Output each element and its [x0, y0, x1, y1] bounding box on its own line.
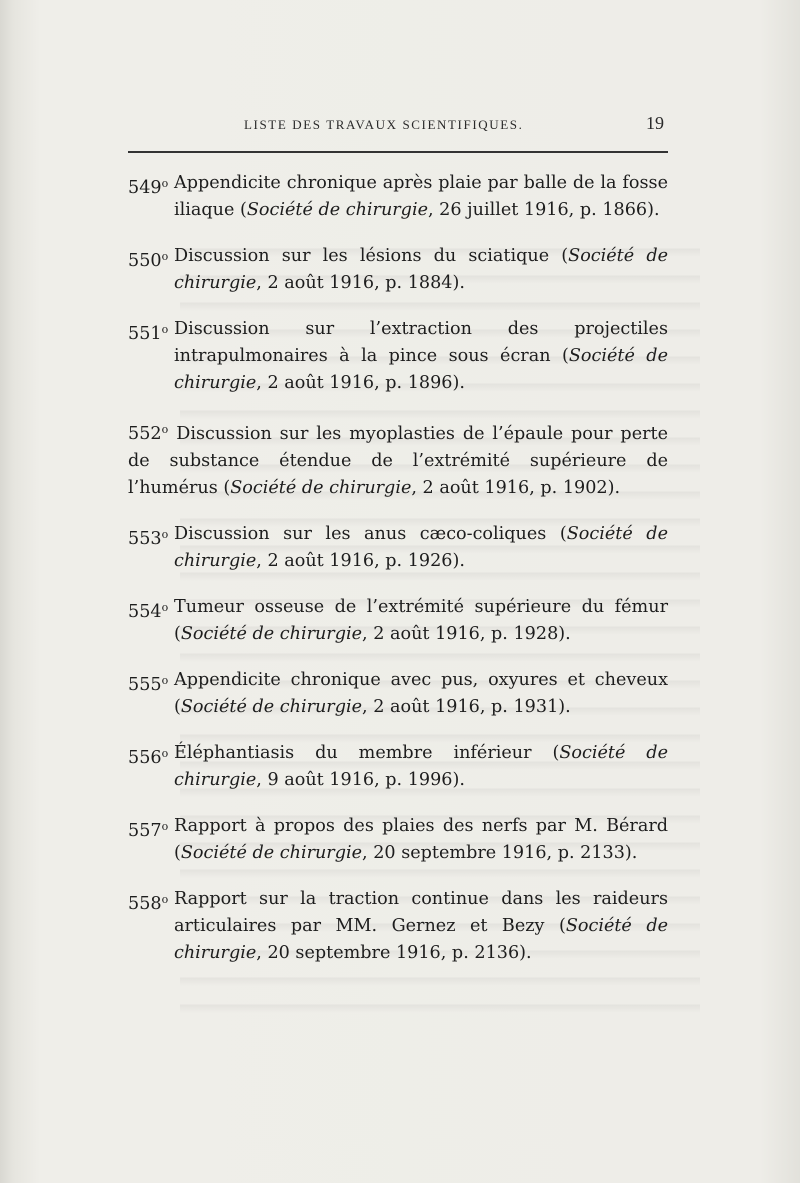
entry-text — [174, 594, 668, 648]
entry-number: 552$^o$ — [128, 423, 169, 444]
entry-text — [174, 886, 668, 967]
entry-text-segment: , 20 septembre 1916, p. 2136). — [256, 943, 532, 963]
entry-text-segment: Discussion sur les lésions du sciatique ( — [174, 246, 569, 266]
entry-text-segment: Rapport à propos des plaies des nerfs par M. Bérard ( — [174, 816, 668, 863]
journal-name: Société de chirurgie — [180, 843, 363, 863]
entry-text — [174, 316, 668, 397]
bibliography-entry — [128, 243, 668, 297]
entry-text-segment: , 26 juillet 1916, p. 1866). — [428, 200, 660, 220]
bibliography-entry — [128, 170, 668, 224]
journal-name: Société de chirurgie — [246, 200, 428, 220]
bibliography-list — [128, 170, 668, 986]
journal-name: Société de chirurgie — [174, 246, 668, 293]
entry-text-segment: , 9 août 1916, p. 1996). — [256, 770, 465, 790]
bibliography-entry — [128, 813, 668, 867]
bibliography-entry — [128, 740, 668, 794]
entry-number: 555$^o$ — [128, 674, 169, 695]
entry-text-segment: Appendicite chronique après plaie par balle de la fosse iliaque ( — [174, 173, 668, 220]
entry-number: 554$^o$ — [128, 601, 169, 622]
entry-text-segment: Discussion sur les myoplasties de l’épaule pour perte de substance étendue de l’extrémité supérieure de l’humérus ( — [128, 424, 668, 498]
journal-name: Société de chirurgie — [230, 478, 412, 498]
bibliography-entry — [128, 316, 668, 397]
entry-number: 556$^o$ — [128, 747, 169, 768]
entry-text-segment: , 2 août 1916, p. 1896). — [256, 373, 465, 393]
entry-text — [174, 521, 668, 575]
journal-name: Société de chirurgie — [180, 624, 363, 644]
header-rule — [128, 151, 668, 153]
entry-text-segment: , 2 août 1916, p. 1926). — [256, 551, 465, 571]
entry-text — [174, 667, 668, 721]
entry-text-segment: , 2 août 1916, p. 1931). — [362, 697, 571, 717]
entry-number: 558$^o$ — [128, 893, 169, 914]
entry-text-segment: Appendicite chronique avec pus, oxyures et cheveux ( — [174, 670, 668, 717]
entry-text-segment: , 20 septembre 1916, p. 2133). — [362, 843, 638, 863]
entry-text — [174, 813, 668, 867]
page-header — [128, 113, 668, 137]
entry-text-segment: Discussion sur l’extraction des projectiles intrapulmonaires à la pince sous écran ( — [174, 319, 668, 366]
entry-text — [128, 424, 668, 498]
bibliography-entry — [128, 521, 668, 575]
journal-name: Société de chirurgie — [174, 524, 668, 571]
page-number: 19 — [646, 113, 664, 133]
journal-name: Société de chirurgie — [174, 743, 668, 790]
entry-number: 553$^o$ — [128, 528, 169, 549]
entry-number: 549$^o$ — [128, 177, 169, 198]
bibliography-entry — [128, 667, 668, 721]
entry-text — [174, 243, 668, 297]
journal-name: Société de chirurgie — [180, 697, 363, 717]
entry-text — [174, 170, 668, 224]
bibliography-entry — [128, 886, 668, 967]
bibliography-entry — [128, 416, 668, 502]
entry-text-segment: , 2 août 1916, p. 1884). — [256, 273, 465, 293]
entry-text-segment: Tumeur osseuse de l’extrémité supérieure du fémur ( — [174, 597, 668, 644]
entry-text — [174, 740, 668, 794]
entry-number: 550$^o$ — [128, 250, 169, 271]
journal-name: Société de chirurgie — [174, 916, 669, 963]
entry-number: 557$^o$ — [128, 820, 169, 841]
entry-text-segment: Discussion sur les anus cæco-coliques ( — [174, 524, 567, 544]
bibliography-entry — [128, 594, 668, 648]
running-title: LISTE DES TRAVAUX SCIENTIFIQUES. — [244, 117, 524, 132]
entry-text-segment: Rapport sur la traction continue dans les raideurs articulaires par MM. Gernez et Bezy ( — [174, 889, 668, 936]
entry-text-segment: , 2 août 1916, p. 1928). — [362, 624, 571, 644]
entry-text-segment: , 2 août 1916, p. 1902). — [411, 478, 621, 498]
journal-name: Société de chirurgie — [174, 346, 668, 393]
entry-text-segment: Éléphantiasis du membre inférieur ( — [174, 743, 560, 763]
entry-number: 551$^o$ — [128, 323, 169, 344]
